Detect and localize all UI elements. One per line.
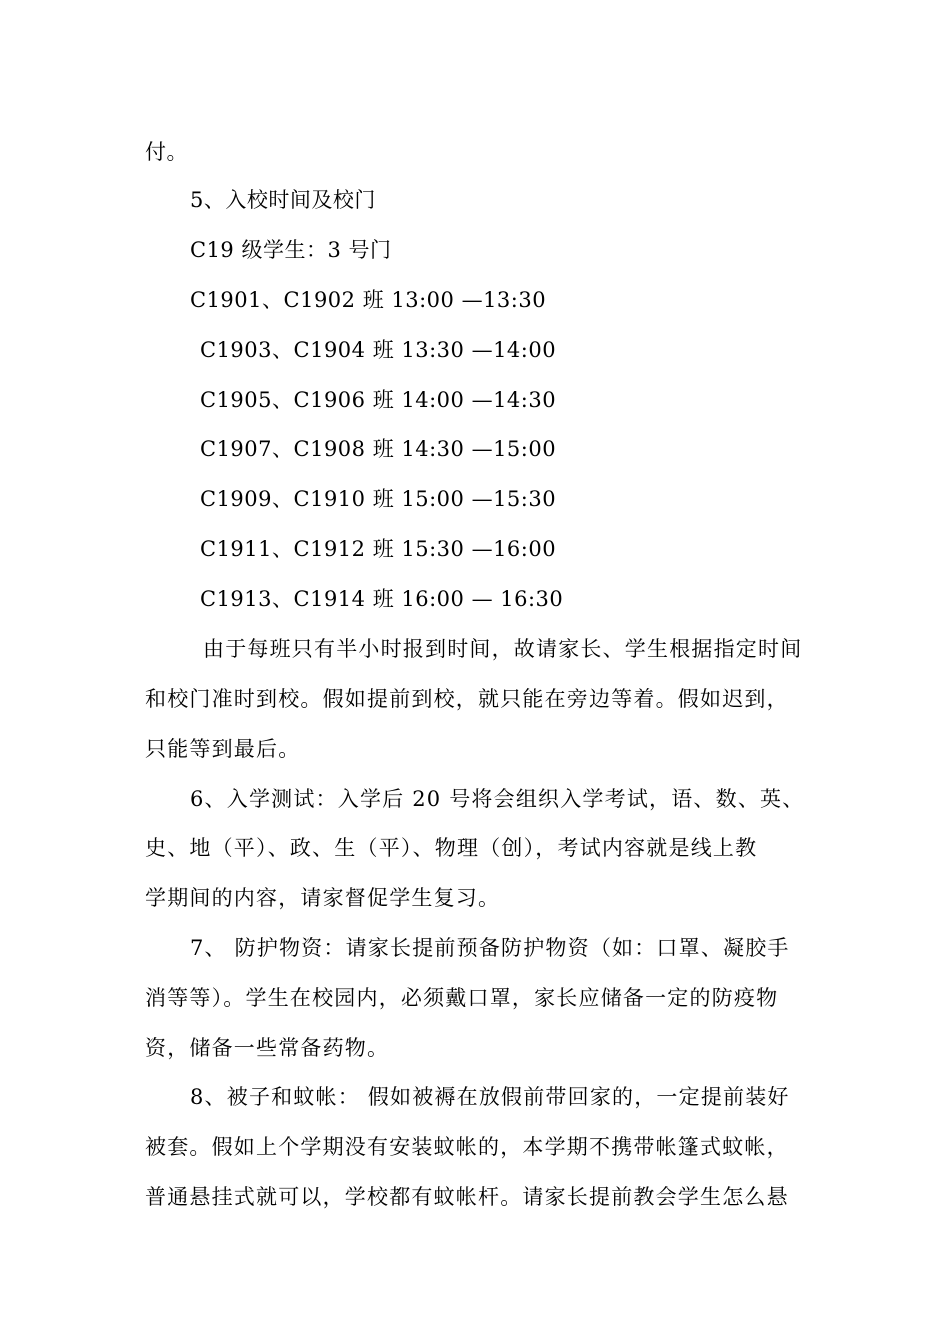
paragraph-line: 史、地（平）、政、生（平）、物理（创），考试内容就是线上教 bbox=[145, 836, 758, 860]
paragraph-line: 7、 防护物资：请家长提前预备防护物资（如：口罩、凝胶手 bbox=[190, 936, 790, 960]
schedule-item: C1901、C1902 班 13:00 —13:30 bbox=[190, 288, 547, 312]
paragraph-line: 只能等到最后。 bbox=[145, 737, 301, 761]
schedule-item: C1907、C1908 班 14:30 —15:00 bbox=[200, 437, 557, 461]
schedule-item: C1903、C1904 班 13:30 —14:00 bbox=[200, 338, 557, 362]
paragraph-line: 和校门准时到校。假如提前到校，就只能在旁边等着。假如迟到， bbox=[145, 687, 789, 711]
paragraph-line: 8、被子和蚊帐： 假如被褥在放假前带回家的，一定提前装好 bbox=[190, 1085, 790, 1109]
paragraph-line: 学期间的内容，请家督促学生复习。 bbox=[145, 886, 501, 910]
section-5-heading: 5、入校时间及校门 bbox=[190, 188, 376, 212]
paragraph-line: 普通悬挂式就可以，学校都有蚊帐杆。请家长提前教会学生怎么悬 bbox=[145, 1185, 789, 1209]
schedule-item: C1905、C1906 班 14:00 —14:30 bbox=[200, 388, 557, 412]
schedule-item: C1909、C1910 班 15:00 —15:30 bbox=[200, 487, 557, 511]
schedule-item: C1913、C1914 班 16:00 — 16:30 bbox=[200, 587, 564, 611]
paragraph-line: 消等等）。学生在校园内，必须戴口罩，家长应储备一定的防疫物 bbox=[145, 986, 779, 1010]
paragraph-line: 由于每班只有半小时报到时间，故请家长、学生根据指定时间 bbox=[203, 637, 803, 661]
schedule-item: C1911、C1912 班 15:30 —16:00 bbox=[200, 537, 557, 561]
gate-info: C19 级学生：3 号门 bbox=[190, 238, 392, 262]
continuation-line: 付。 bbox=[145, 140, 188, 164]
paragraph-line: 被套。假如上个学期没有安装蚊帐的，本学期不携带帐篷式蚊帐， bbox=[145, 1135, 789, 1159]
paragraph-line: 资，储备一些常备药物。 bbox=[145, 1036, 390, 1060]
paragraph-line: 6、入学测试：入学后 20 号将会组织入学考试，语、数、英、 bbox=[190, 787, 805, 811]
